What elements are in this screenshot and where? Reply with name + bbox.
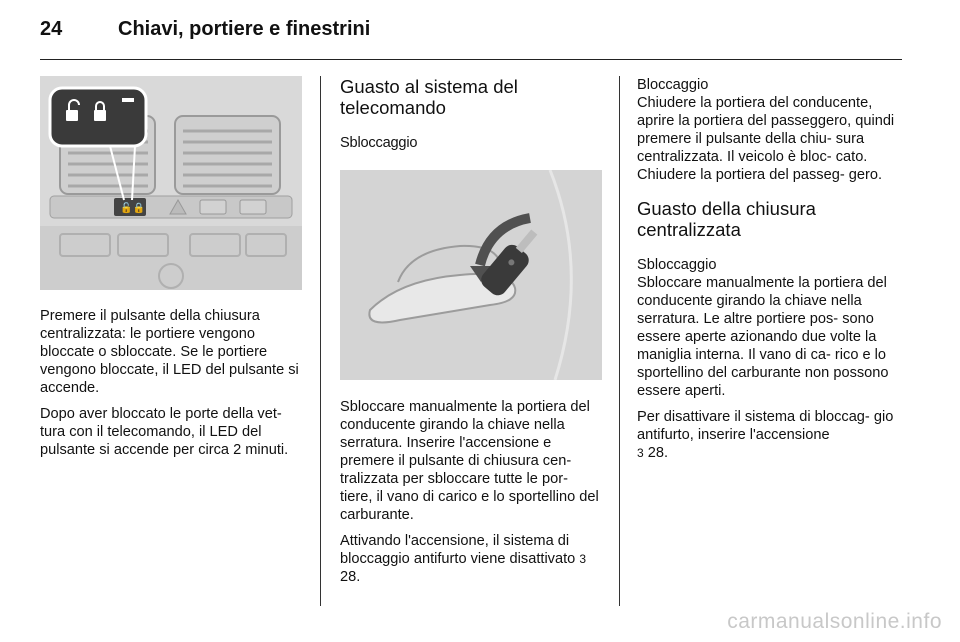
subheading-unlocking-2: Sbloccaggio	[637, 257, 717, 273]
column-divider-2	[619, 76, 620, 606]
column-2	[340, 76, 602, 594]
heading-central-lock-failure: Guasto della chiusura centralizzata	[637, 198, 816, 240]
page-ref: 28.	[340, 569, 361, 585]
page-ref-icon: 3	[579, 552, 587, 566]
watermark: carmanualsonline.info	[727, 610, 942, 633]
subheading-unlocking: Sbloccaggio	[340, 135, 418, 151]
paragraph-manual-unlock-2: Sbloccare manualmente la portiera del conducente girando la chiave nella serratura. Le altre portiere pos- sono essere aperte azionando due volte la maniglia interna. Il vano di ca- rico e lo sportellino del carburante non possono essere aperti.	[637, 275, 889, 399]
deactivate-text: Per disattivare il sistema di bloccag- gio antifurto, inserire l'accensione	[637, 409, 894, 443]
page-ref-icon: 3	[637, 446, 644, 460]
paragraph-deactivate-antitheft	[637, 408, 905, 462]
figure-door-key	[340, 170, 602, 380]
page-ref: 28.	[647, 445, 669, 461]
console-illustration	[40, 76, 302, 290]
paragraph-locking: Chiudere la portiera del conducente, aprire la portiera del passeggero, quindi premere il pulsante della chiu- sura centralizzata. Il veicolo è bloc- cato. Chiudere la portiera del passeg- gero.	[637, 95, 895, 183]
figure-lock-button-console	[40, 76, 302, 290]
paragraph-antitheft	[340, 532, 602, 586]
subheading-locking: Bloccaggio	[637, 77, 709, 93]
header-rule	[40, 59, 902, 60]
column-3	[637, 76, 905, 470]
heading-remote-failure: Guasto al sistema del telecomando	[340, 76, 518, 118]
page-header	[40, 18, 902, 58]
svg-text:🔓🔒: 🔓🔒	[120, 203, 145, 214]
antitheft-text: Attivando l'accensione, il sistema di bloccaggio antifurto viene disattivato	[340, 533, 576, 567]
paragraph-central-locking: Premere il pulsante della chiusura centralizzata: le portiere vengono bloccate o sbloccate. Se le portiere vengono bloccate, il LED del pulsante si accende.	[40, 308, 299, 396]
page-title: Chiavi, portiere e finestrini	[118, 18, 371, 40]
paragraph-manual-unlock: Sbloccare manualmente la portiera del conducente girando la chiave nella serratura. Inserire l'accensione e premere il pulsante di chiusura cen- tralizzata per sbloccare tutte le por- tiere, il vano di carico e lo sportellino del carburante.	[340, 399, 599, 523]
column-divider-1	[320, 76, 321, 606]
paragraph-led-info: Dopo aver bloccato le porte della vet- tura con il telecomando, il LED del pulsante si accende per circa 2 minuti.	[40, 406, 289, 458]
column-1	[40, 76, 302, 467]
page-number: 24	[40, 18, 63, 40]
door-handle-illustration	[340, 170, 602, 380]
